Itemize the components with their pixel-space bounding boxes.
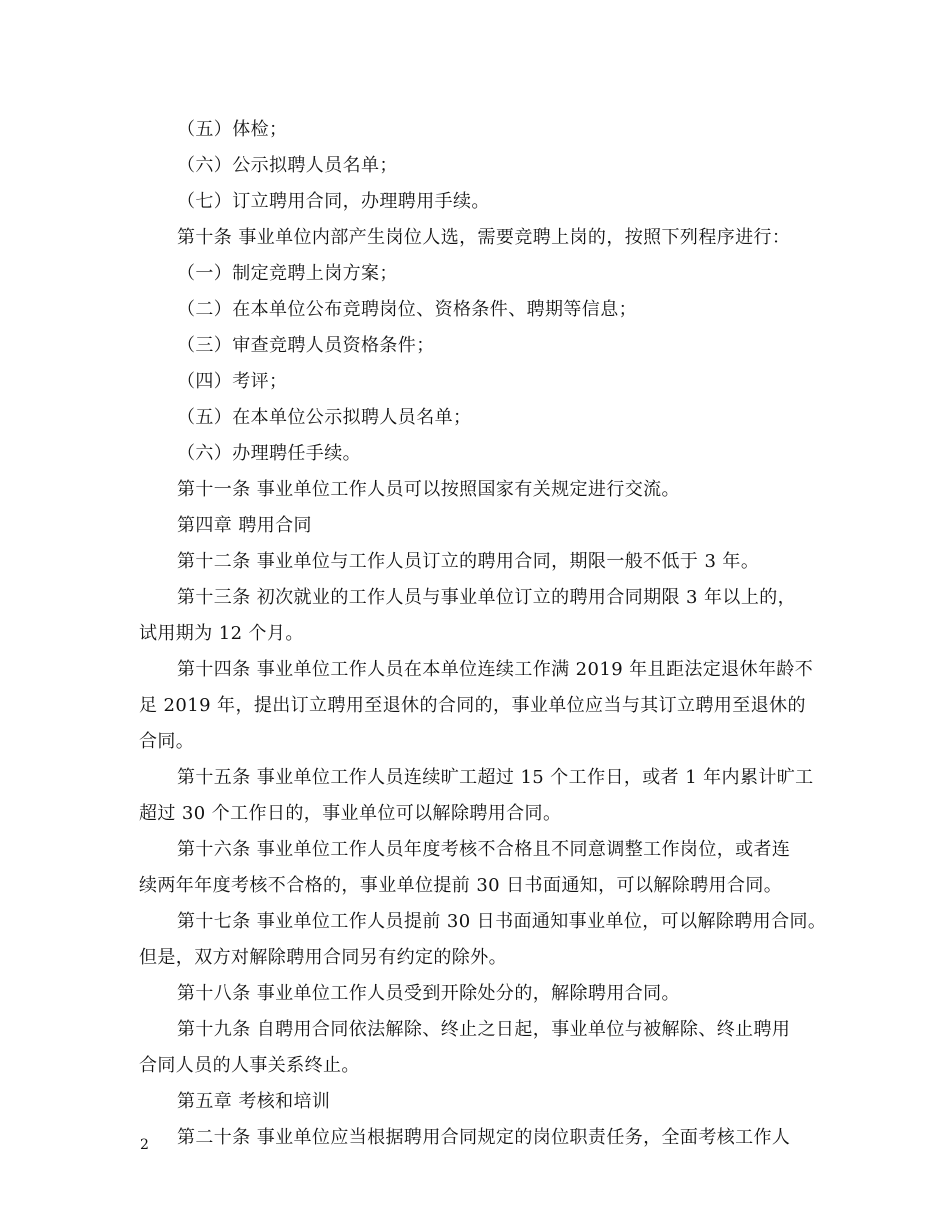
page-number: 2 (140, 1137, 149, 1153)
list-item-review-qualifications: （三）审查竞聘人员资格条件； (177, 335, 435, 356)
article-14: 第十四条 事业单位工作人员在本单位连续工作满 2019 年且距法定退休年龄不 (177, 659, 814, 680)
list-item-competition-plan: （一）制定竞聘上岗方案； (177, 263, 398, 284)
article-20: 第二十条 事业单位应当根据聘用合同规定的岗位职责任务，全面考核工作人 (177, 1127, 791, 1148)
chapter-5-heading: 第五章 考核和培训 (177, 1091, 331, 1112)
article-13: 第十三条 初次就业的工作人员与事业单位订立的聘用合同期限 3 年以上的， (177, 587, 797, 608)
article-15-continued: 超过 30 个工作日的，事业单位可以解除聘用合同。 (139, 803, 562, 824)
article-17-continued: 但是，双方对解除聘用合同另有约定的除外。 (139, 947, 507, 968)
article-18: 第十八条 事业单位工作人员受到开除处分的，解除聘用合同。 (177, 983, 680, 1004)
article-16-continued: 续两年年度考核不合格的，事业单位提前 30 日书面通知，可以解除聘用合同。 (139, 875, 783, 896)
list-item-appointment-procedures: （六）办理聘任手续。 (177, 443, 361, 464)
list-item-publicize-in-unit: （五）在本单位公示拟聘人员名单； (177, 407, 472, 428)
article-19: 第十九条 自聘用合同依法解除、终止之日起，事业单位与被解除、终止聘用 (177, 1019, 791, 1040)
article-16: 第十六条 事业单位工作人员年度考核不合格且不同意调整工作岗位，或者连 (177, 839, 791, 860)
document-body (139, 112, 827, 1156)
article-11: 第十一条 事业单位工作人员可以按照国家有关规定进行交流。 (177, 479, 680, 500)
article-17: 第十七条 事业单位工作人员提前 30 日书面通知事业单位，可以解除聘用合同。 (177, 911, 827, 932)
article-15: 第十五条 事业单位工作人员连续旷工超过 15 个工作日，或者 1 年内累计旷工 (177, 767, 814, 788)
list-item-publicize-candidates: （六）公示拟聘人员名单； (177, 155, 398, 176)
chapter-4-heading: 第四章 聘用合同 (177, 515, 312, 536)
article-12: 第十二条 事业单位与工作人员订立的聘用合同，期限一般不低于 3 年。 (177, 551, 760, 572)
list-item-evaluation: （四）考评； (177, 371, 288, 392)
article-14-continued: 足 2019 年，提出订立聘用至退休的合同的，事业单位应当与其订立聘用至退休的 (139, 695, 806, 716)
article-19-continued: 合同人员的人事关系终止。 (139, 1055, 360, 1076)
list-item-sign-contract: （七）订立聘用合同，办理聘用手续。 (177, 191, 490, 212)
article-10: 第十条 事业单位内部产生岗位人选，需要竞聘上岗的，按照下列程序进行： (177, 227, 791, 248)
article-13-continued: 试用期为 12 个月。 (139, 623, 304, 644)
article-14-end: 合同。 (139, 731, 195, 752)
list-item-physical-exam: （五）体检； (177, 119, 288, 140)
list-item-announce-positions: （二）在本单位公布竞聘岗位、资格条件、聘期等信息； (177, 299, 637, 320)
